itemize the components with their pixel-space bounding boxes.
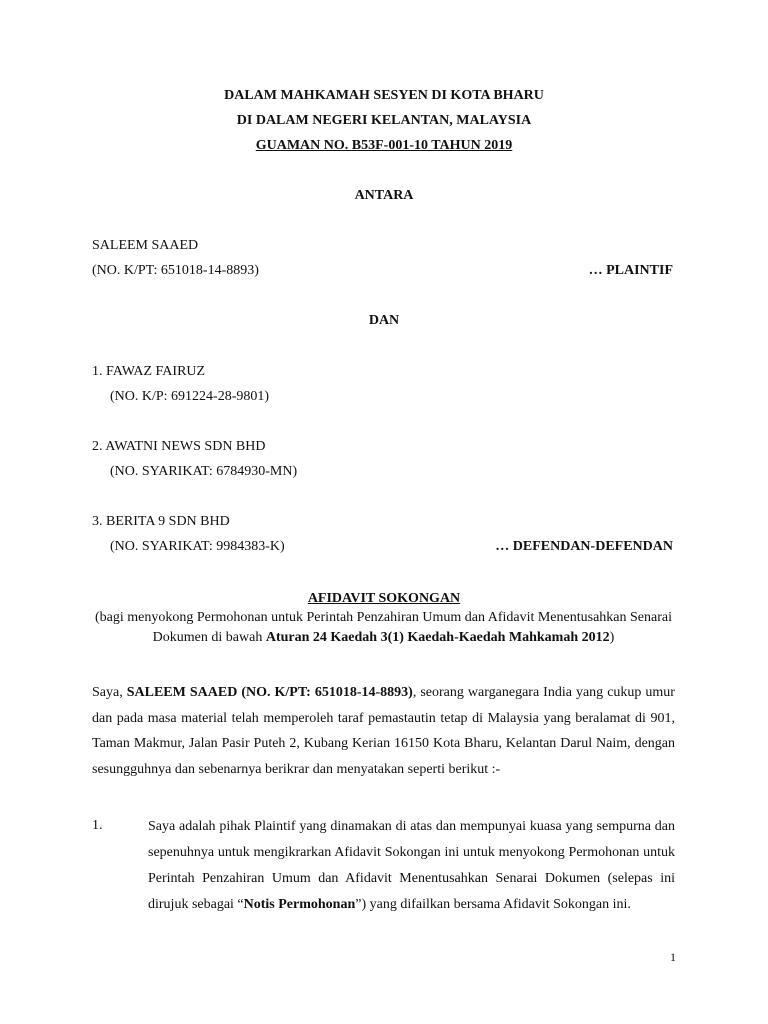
subtitle-rule-reference: Aturan 24 Kaedah 3(1) Kaedah-Kaedah Mahkamah 2012 [265, 630, 610, 645]
state-heading: DI DALAM NEGERI KELANTAN, MALAYSIA [236, 113, 532, 128]
item-1-text-2: ”) yang difailkan bersama Afidavit Sokongan ini. [355, 897, 631, 912]
item-1-body [148, 814, 675, 918]
plaintiff-id: (NO. K/PT: 651018-14-8893) [92, 263, 259, 278]
page-number: 1 [670, 950, 676, 964]
affidavit-subtitle [92, 608, 675, 648]
defendant-3-id: (NO. SYARIKAT: 9984383-K) [110, 539, 285, 554]
affidavit-title [0, 591, 768, 607]
defendant-1-name: 1. FAWAZ FAIRUZ [92, 364, 206, 379]
defendant-2-name: 2. AWATNI NEWS SDN BHD [92, 439, 266, 454]
and-label: DAN [368, 313, 400, 328]
case-number [0, 138, 768, 154]
defendants-role: … DEFENDAN-DEFENDAN [495, 539, 673, 554]
intro-deponent: SALEEM SAAED (NO. K/PT: 651018-14-8893) [126, 685, 413, 700]
plaintiff-name: SALEEM SAAED [92, 238, 199, 253]
item-1-number: 1. [92, 818, 103, 833]
defendant-1-id: (NO. K/P: 691224-28-9801) [110, 389, 270, 404]
item-1-text-1: Saya adalah pihak Plaintif yang dinamakan di atas dan mempunyai kuasa yang sempurna dan sepenuhnya untuk mengikrarkan Afidavit Sokongan ini untuk menyokong Permohonan untuk Perintah Penzahiran Umum dan Afidavit Menentusahkan Senarai Dokumen (selepas ini dirujuk sebagai “ [148, 819, 675, 912]
defendant-3-name: 3. BERITA 9 SDN BHD [92, 514, 230, 529]
plaintiff-role: … PLAINTIF [588, 263, 673, 278]
item-1-defined-term: Notis Permohonan [243, 897, 356, 912]
case-number-text: GUAMAN NO. B53F-001-10 TAHUN 2019 [255, 138, 513, 153]
subtitle-text-2: ) [609, 630, 615, 645]
intro-text-1: Saya, [92, 685, 127, 700]
court-heading: DALAM MAHKAMAH SESYEN DI KOTA BHARU [224, 88, 544, 103]
between-label: ANTARA [354, 188, 414, 203]
affidavit-title-text: AFIDAVIT SOKONGAN [307, 591, 461, 606]
intro-text-2: , seorang warganegara India yang cukup umur dan pada masa material telah memperoleh taraf pemastautin tetap di Malaysia yang beralamat di 901, Taman Makmur, Jalan Pasir Puteh 2, Kubang Kerian 16150 Kota Bharu, Kelantan Darul Naim, dengan sesungguhnya dan sebenarnya berikrar dan menyatakan seperti berikut :- [92, 685, 675, 777]
defendant-2-id: (NO. SYARIKAT: 6784930-MN) [110, 464, 298, 479]
intro-paragraph [92, 680, 675, 782]
subtitle-text-1: (bagi menyokong Permohonan untuk Perintah Penzahiran Umum dan Afidavit Menentusahkan Senarai Dokumen di bawah [95, 610, 672, 645]
